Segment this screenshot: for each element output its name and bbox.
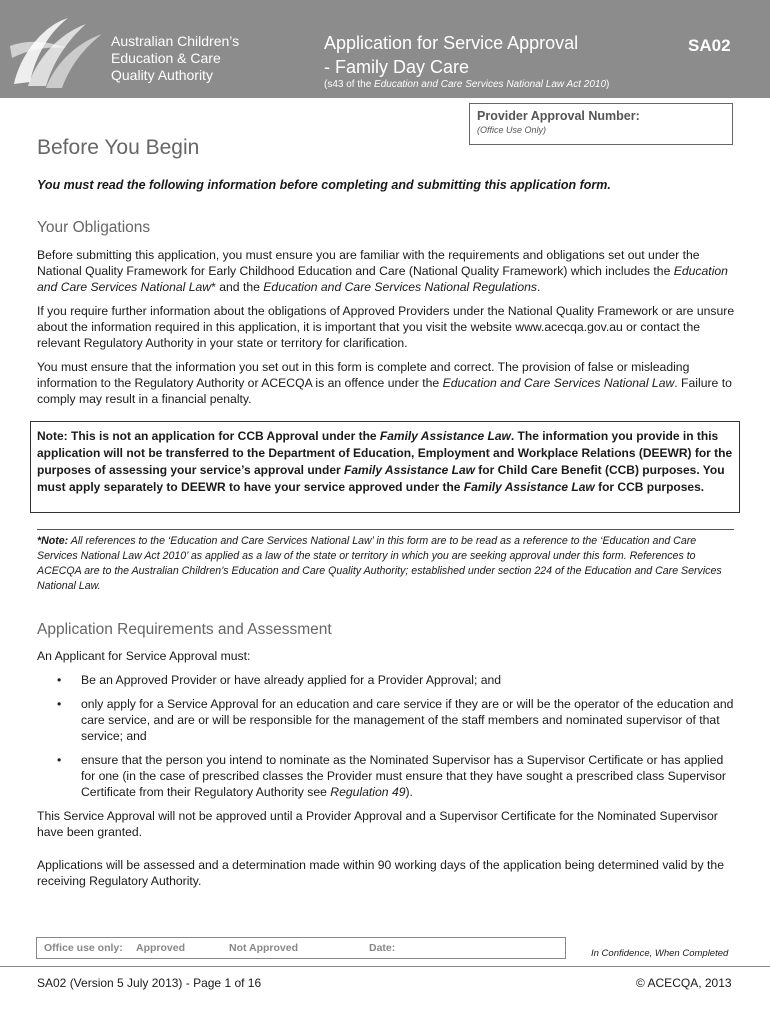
- list-item: [57, 696, 737, 744]
- list-item: [57, 752, 737, 800]
- law-reference: Family Assistance Law: [379, 429, 511, 443]
- list-item-text: only apply for a Service Approval for an education and care service if they are or will be the operator of the education and care service, and are or will be responsible for the management of the staff members and nominated supervisor of that service; and: [81, 697, 734, 743]
- org-name: [111, 33, 239, 84]
- page-title: Before You Begin: [37, 136, 200, 159]
- page-footer-copyright: © ACECQA, 2013: [636, 976, 732, 990]
- org-name-line: Education & Care: [111, 50, 221, 66]
- not-approved-option[interactable]: Not Approved: [229, 942, 299, 954]
- divider: [37, 529, 734, 530]
- footnote: [37, 534, 737, 594]
- section-heading-obligations: Your Obligations: [37, 219, 151, 236]
- form-title-line: Application for Service Approval: [324, 33, 579, 53]
- subtitle-text: (s43 of the: [324, 79, 375, 90]
- provider-approval-number-box[interactable]: [469, 103, 733, 145]
- law-reference: Family Assistance Law: [344, 463, 475, 477]
- text: Note: This is not an application for CCB Approval under the: [37, 429, 380, 443]
- subtitle-text: ): [606, 79, 610, 90]
- lead-instruction: You must read the following information before completing and submitting this application form.: [37, 178, 611, 192]
- text: * and the: [211, 280, 264, 294]
- office-use-note: (Office Use Only): [477, 125, 547, 135]
- approved-option[interactable]: Approved: [136, 942, 186, 954]
- requirements-intro: An Applicant for Service Approval must:: [37, 649, 251, 663]
- section-heading-requirements: Application Requirements and Assessment: [37, 621, 332, 638]
- form-code: SA02: [688, 36, 731, 55]
- obligations-paragraph: [37, 247, 737, 295]
- text: ensure that the person you intend to nominate as the Nominated Supervisor has a Supervisor Certificate or has applied for one (in the case of prescribed classes the Provider must ensure that they have sought a prescribed class Supervisor Certificate from their Regulatory Authority see: [81, 753, 726, 799]
- requirements-paragraph: This Service Approval will not be approved until a Provider Approval and a Supervisor Certificate for the Nominated Supervisor have been granted.: [37, 809, 718, 839]
- footnote-text: All references to the ‘Education and Care Services National Law’ in this form are to be read as a reference to the ‘Education and Care Services National Law Act 2010’ as applied as a law of the state or territory in which you are seeking approval under this form. References to ACECQA are to the Australian Children’s Education and Care Quality Authority; established under section 224 of the Education and Care Services National Law.: [37, 535, 722, 592]
- bullet-icon: •: [57, 697, 62, 711]
- law-reference: Family Assistance Law: [463, 480, 595, 494]
- regulations-reference: Education and Care Services National Regulations: [263, 280, 537, 294]
- text: .: [537, 280, 541, 294]
- list-item-text: Be an Approved Provider or have already applied for a Provider Approval; and: [81, 673, 502, 687]
- office-use-label: Office use only:: [44, 942, 123, 954]
- law-reference: Education and Care Services National Law: [442, 376, 675, 390]
- text: for CCB purposes.: [594, 480, 705, 494]
- text: for Child Care Benefit (CCB) purposes. You must apply separately to DEEWR to have your service approved under the: [37, 463, 725, 494]
- footer-divider: [0, 966, 770, 967]
- text: . The information you provide in this application will not be transferred to the Department of Education, Employment and Workplace Relations (DEEWR) for the purposes of assessing your service’s approval under: [37, 429, 733, 477]
- regulation-reference: Regulation 49: [330, 785, 406, 799]
- org-name-line: Quality Authority: [111, 67, 213, 83]
- text: . Failure to comply may result in a financial penalty.: [37, 376, 732, 406]
- footnote-label: *Note:: [37, 535, 69, 547]
- confidentiality-note: In Confidence, When Completed: [591, 948, 729, 959]
- date-field-label[interactable]: Date:: [369, 942, 396, 954]
- bullet-icon: •: [57, 673, 62, 687]
- obligations-paragraph: If you require further information about the obligations of Approved Providers under the National Quality Framework or are unsure about the information required in this application, it is important that you visit the website www.acecqa.gov.au or contact the relevant Regulatory Authority in your state or territory for clarification.: [37, 304, 735, 350]
- org-name-line: Australian Children’s: [111, 33, 240, 49]
- text: Before submitting this application, you must ensure you are familiar with the requirements and obligations set out under the National Quality Framework for Early Childhood Education and Care (National Quality Framework) which includes the: [37, 248, 700, 278]
- list-item: [57, 672, 737, 688]
- bullet-icon: •: [57, 753, 62, 767]
- law-reference: Education and Care Services National Law: [37, 264, 728, 294]
- requirements-list: [57, 672, 737, 808]
- requirements-paragraph: Applications will be assessed and a determination made within 90 working days of the application being determined valid by the receiving Regulatory Authority.: [37, 858, 724, 888]
- obligations-paragraph: [37, 359, 737, 407]
- form-title-line: - Family Day Care: [324, 57, 470, 77]
- subtitle-act: Education and Care Services National Law Act 2010: [374, 79, 607, 90]
- office-use-box[interactable]: [36, 937, 566, 959]
- header-banner: [0, 0, 770, 98]
- text: You must ensure that the information you set out in this form is complete and correct. The provision of false or misleading information to the Regulatory Authority or ACECQA is an offence under the: [37, 360, 690, 390]
- ccb-note-box: [30, 421, 740, 513]
- form-title: [324, 31, 578, 79]
- provider-approval-label: Provider Approval Number:: [477, 109, 640, 123]
- list-item-text: [81, 752, 737, 800]
- text: ).: [405, 785, 413, 799]
- form-subtitle: [324, 79, 609, 90]
- acecqa-logo-icon: [6, 6, 110, 96]
- page-footer-version: SA02 (Version 5 July 2013) - Page 1 of 16: [37, 976, 262, 990]
